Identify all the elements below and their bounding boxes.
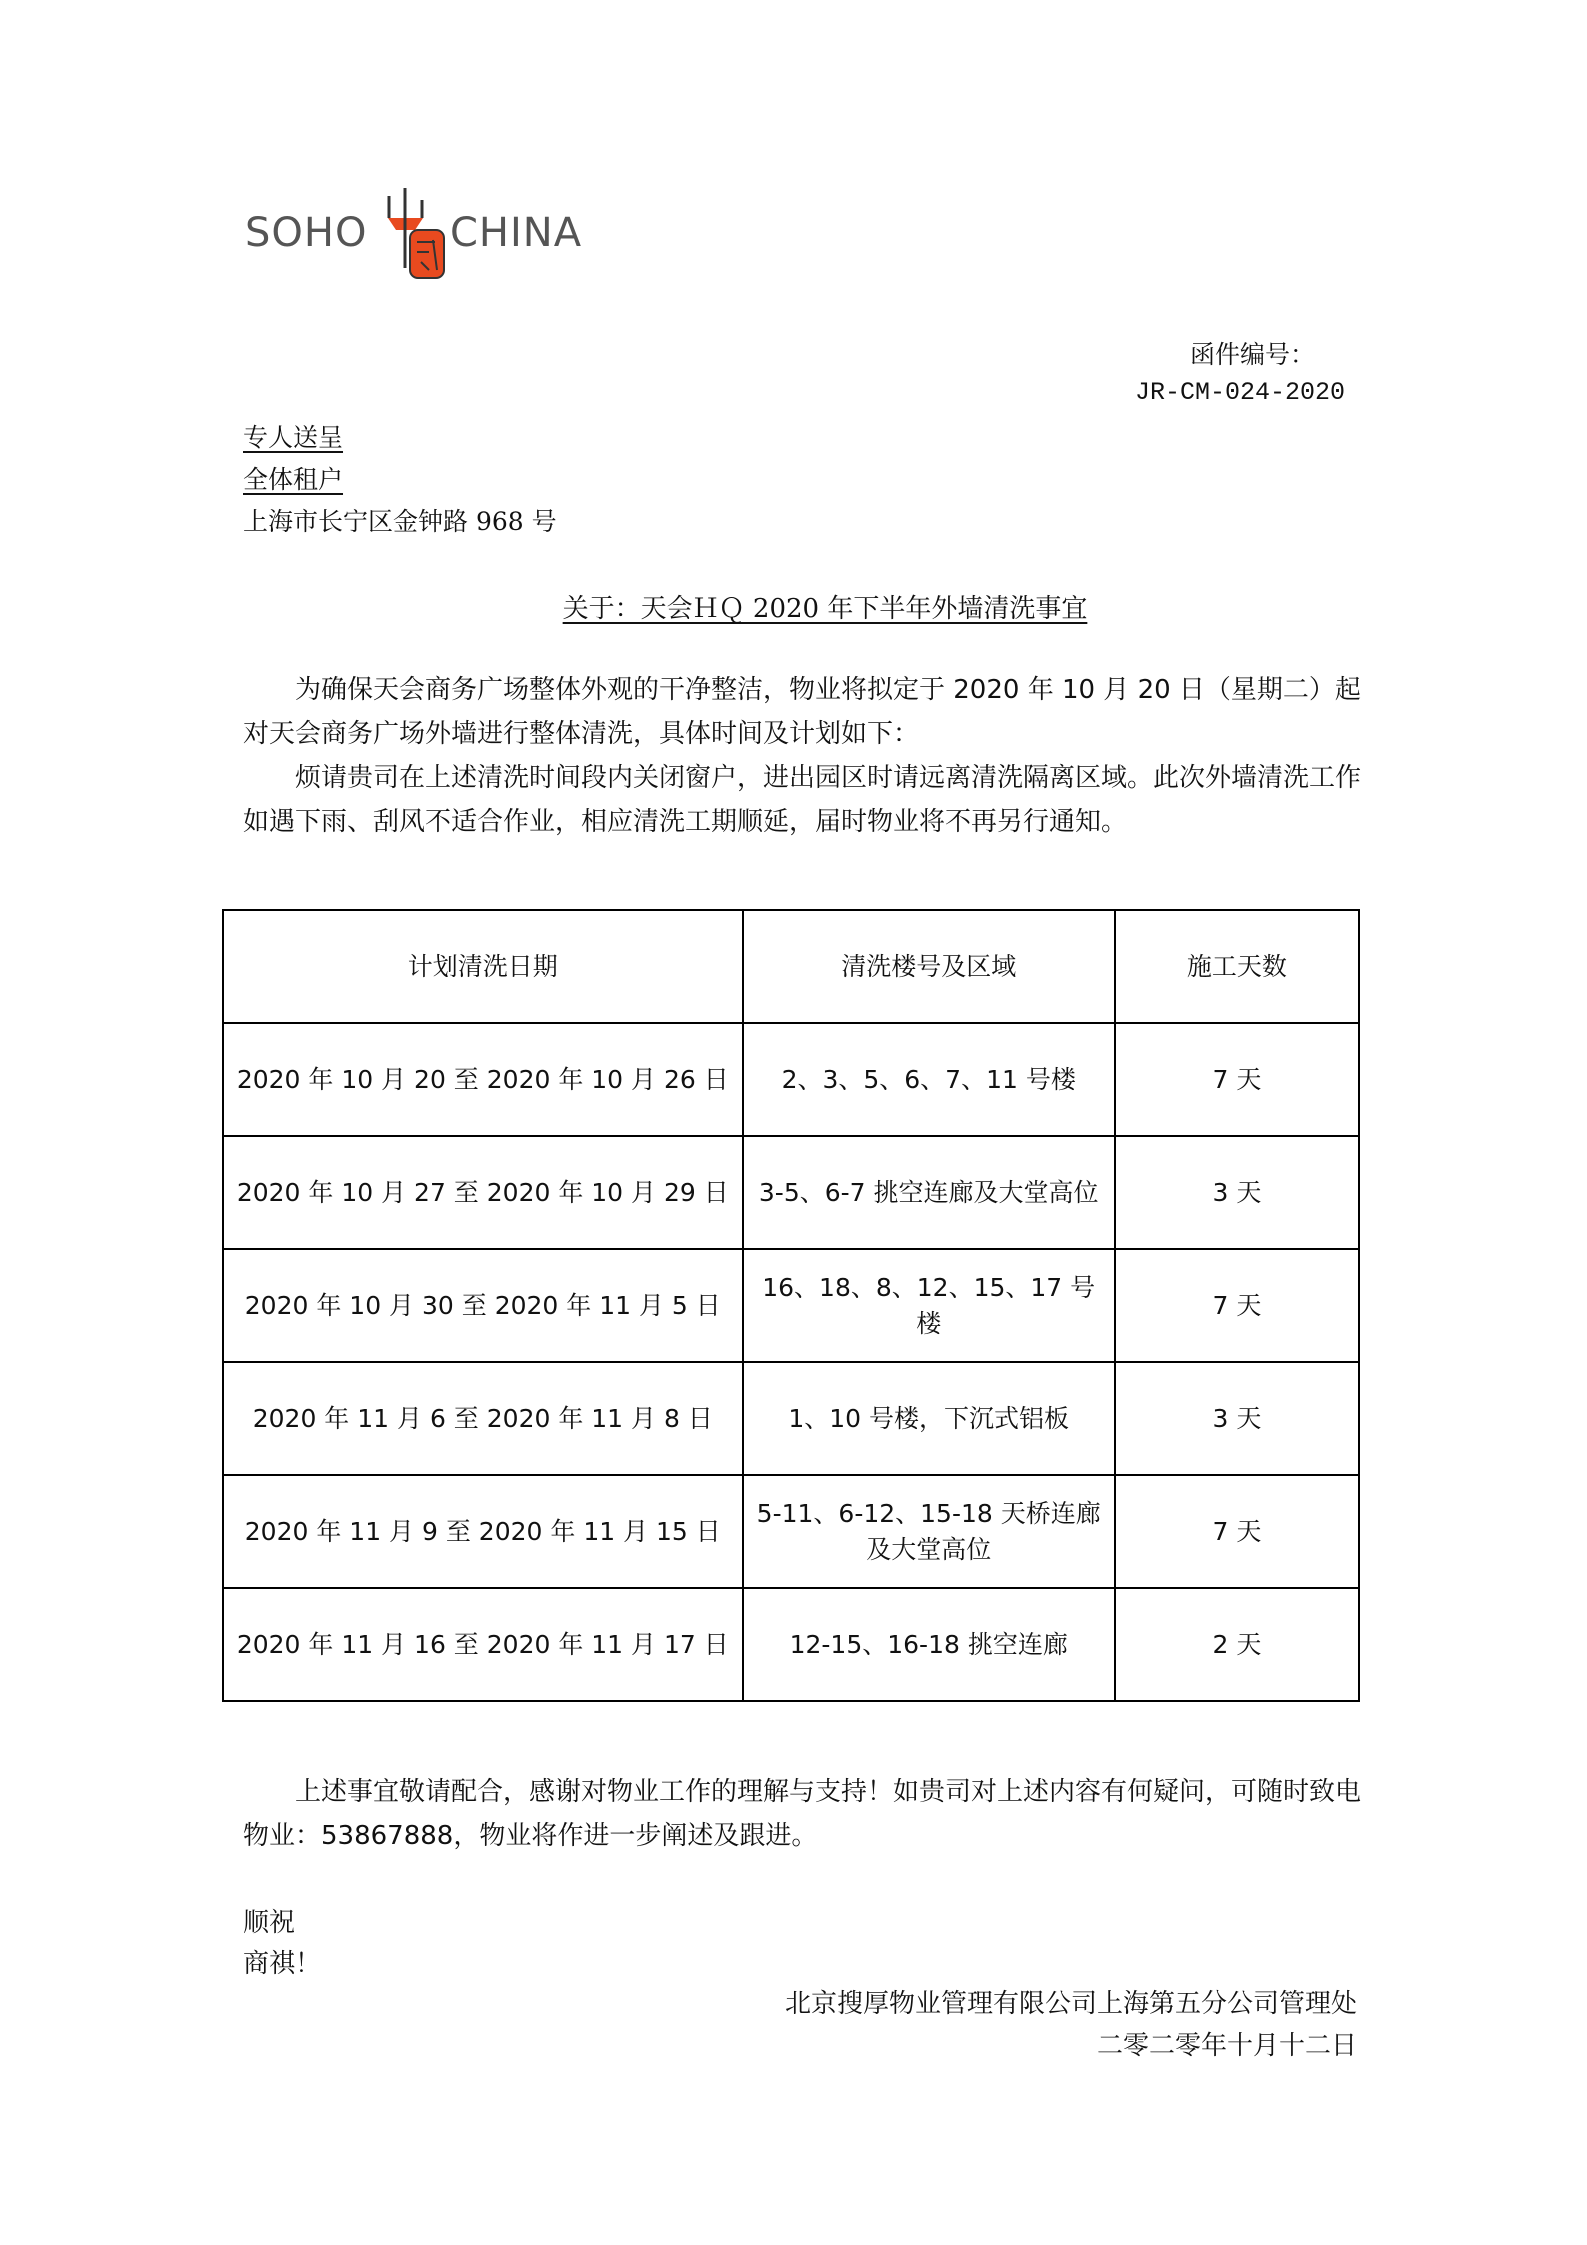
cell-area: 3-5、6-7 挑空连廊及大堂高位 <box>743 1136 1115 1249</box>
logo-text-right: CHINA <box>450 210 583 256</box>
cell-area: 1、10 号楼，下沉式铝板 <box>743 1362 1115 1475</box>
cell-area: 12-15、16-18 挑空连廊 <box>743 1588 1115 1701</box>
cell-date: 2020 年 10 月 27 至 2020 年 10 月 29 日 <box>223 1136 743 1249</box>
table-header-row <box>223 910 1359 1023</box>
letter-body <box>243 668 1363 844</box>
soho-china-logo <box>245 178 595 288</box>
closing-text: 上述事宜敬请配合，感谢对物业工作的理解与支持！如贵司对上述内容有何疑问，可随时致电物业：53867888，物业将作进一步阐述及跟进。 <box>243 1777 1362 1851</box>
cell-date: 2020 年 11 月 16 至 2020 年 11 月 17 日 <box>223 1588 743 1701</box>
signature-date: 二零二零年十月十二日 <box>1096 2031 1357 2061</box>
table-row <box>223 1136 1359 1249</box>
signature-organization: 北京搜厚物业管理有限公司上海第五分公司管理处 <box>784 1989 1357 2019</box>
cell-date: 2020 年 11 月 9 至 2020 年 11 月 15 日 <box>223 1475 743 1588</box>
cleaning-schedule-table <box>222 909 1360 1702</box>
recipient-delivery: 专人送呈 <box>243 423 344 452</box>
header-area: 清洗楼号及区域 <box>743 910 1115 1023</box>
cell-area: 5-11、6-12、15-18 天桥连廊及大堂高位 <box>743 1475 1115 1588</box>
cell-days: 3 天 <box>1115 1362 1359 1475</box>
cell-date: 2020 年 10 月 30 至 2020 年 11 月 5 日 <box>223 1249 743 1362</box>
logo-text-left: SOHO <box>245 210 368 256</box>
cell-area: 16、18、8、12、15、17 号楼 <box>743 1249 1115 1362</box>
letter-title-text: 关于：天会ＨＱ 2020 年下半年外墙清洗事宜 <box>562 594 1088 624</box>
cell-days: 7 天 <box>1115 1475 1359 1588</box>
cell-days: 2 天 <box>1115 1588 1359 1701</box>
cell-days: 3 天 <box>1115 1136 1359 1249</box>
letter-title <box>0 588 1587 625</box>
header-days: 施工天数 <box>1115 910 1359 1023</box>
greeting-line-1: 顺祝 <box>243 1908 296 1938</box>
table-row <box>223 1588 1359 1701</box>
cell-days: 7 天 <box>1115 1249 1359 1362</box>
closing-paragraph <box>243 1770 1363 1858</box>
header-date: 计划清洗日期 <box>223 910 743 1023</box>
reference-number: JR-CM-024-2020 <box>1135 378 1346 407</box>
recipient-address: 上海市长宁区金钟路 968 号 <box>243 507 557 536</box>
recipient-tenants: 全体租户 <box>243 465 344 494</box>
cell-date: 2020 年 10 月 20 至 2020 年 10 月 26 日 <box>223 1023 743 1136</box>
cell-days: 7 天 <box>1115 1023 1359 1136</box>
table-row <box>223 1023 1359 1136</box>
table-row <box>223 1362 1359 1475</box>
cell-area: 2、3、5、6、7、11 号楼 <box>743 1023 1115 1136</box>
body-paragraph: 烦请贵司在上述清洗时间段内关闭窗户，进出园区时请远离清洗隔离区域。此次外墙清洗工作如遇下雨、刮风不适合作业，相应清洗工期顺延，届时物业将不再另行通知。 <box>243 763 1362 837</box>
table-row <box>223 1249 1359 1362</box>
greeting-line-2: 商祺！ <box>243 1949 322 1979</box>
body-paragraph: 为确保天会商务广场整体外观的干净整洁，物业将拟定于 2020 年 10 月 20 日（星期二）起对天会商务广场外墙进行整体清洗，具体时间及计划如下： <box>243 675 1361 749</box>
reference-label: 函件编号： <box>1190 340 1316 369</box>
cell-date: 2020 年 11 月 6 至 2020 年 11 月 8 日 <box>223 1362 743 1475</box>
table-row <box>223 1475 1359 1588</box>
logo-mark-icon <box>388 188 444 278</box>
